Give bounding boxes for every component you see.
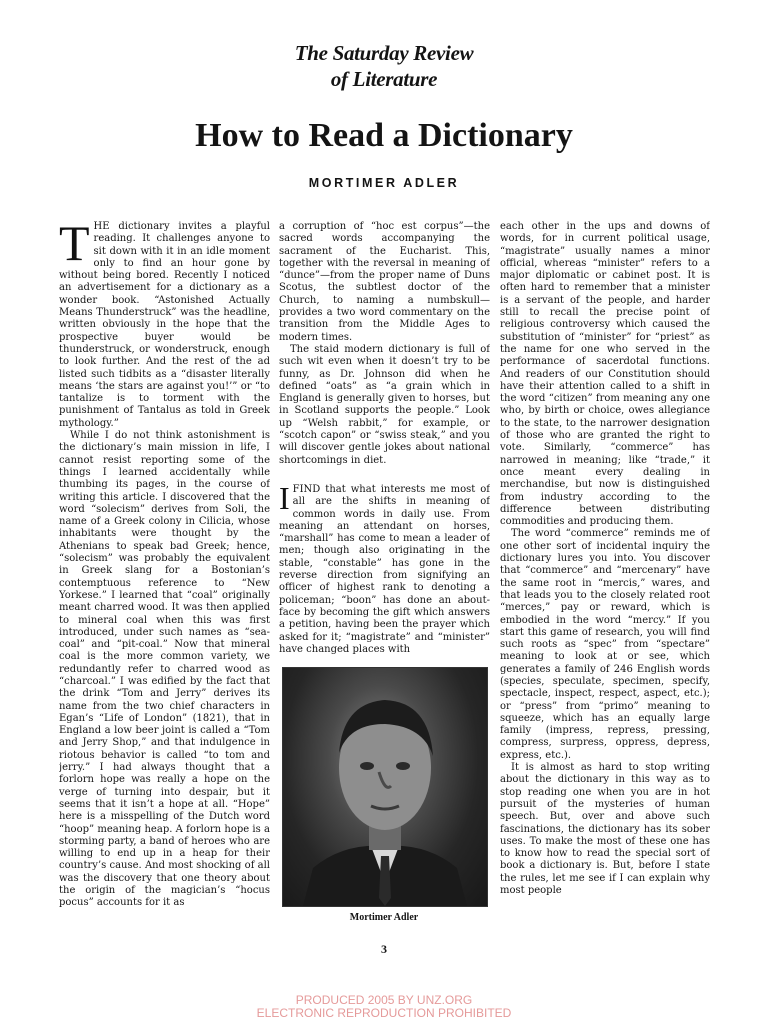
paragraph [279,479,490,656]
article-author: MORTIMER ADLER [308,176,460,190]
column-1 [59,221,270,921]
article-title: How to Read a Dictionary [195,117,573,154]
paragraph-text: HE dictionary invites a playful reading. It challenges anyone to sit down with it in an idle moment only to find an hour gone by without being bored. Recently I noticed an advertisement for a dictionary as a wonder book. “Astonished Actually Means Thunderstruck” was the headline, written obviously in the hope that the prospective buyer would be thunderstruck, or wonderstruck, enough to look further. And the rest of the ad listed such tidbits as a “disaster literally means ‘the stars are against you!’” or “to tantalize is to torment with the punishment of Tantalus as told in Greek mythology.” [59,221,270,429]
column-3 [500,221,710,933]
column-2 [279,221,490,683]
paragraph: each other in the ups and downs of words, for in current political usage, “magistrate” usually names a minor official, whereas “minister” refers to a major diplomatic or cabinet post. It is often hard to remember that a minister is a servant of the people, and harder still to recall the precise point of religious controversy which caused the substitution of “minister” for “priest” as the name for one who served in the performance of sacerdotal functions. And readers of our Constitution should have their attention called to a shift in the word “citizen” from meaning any one who, by birth or choice, owes allegiance to the state, to the narrower designation of those who are granted the right to vote. Similarly, “commerce” has narrowed in meaning; like “trade,” it once meant every dealing in merchandise, but now is distinguished from industry according to the difference between distributing commodities and producing them. [500,221,710,528]
paragraph: The word “commerce” reminds me of one other sort of incidental inquiry the dictionary lures you into. You discover that “commerce” and “mercenary” have the same root in “mercis,” wares, and that leads you to the closely related root “merces,” pay or reward, which is embodied in the word “mercy.” If you start this game of research, you will find such roots as “spec” from “spectare” meaning to look at or see, which generates a family of 246 English words (species, speculate, specimen, specify, spectacle, inspect, respect, aspect, etc.); or “press” from “primo” meaning to squeeze, which has an equally large family (impress, repress, pressing, compress, surpress, oppress, depress, express, etc.). [500,528,710,761]
photo-caption: Mortimer Adler [349,912,419,923]
notice-line-2: ELECTRONIC REPRODUCTION PROHIBITED [256,1006,512,1020]
paragraph-text: FIND that what interests me most of all are the shifts in meaning of common words in daily use. From meaning an attendant on horses, “marshall” has come to mean a leader of men; though also originating in the stable, “constable” has gone in the reverse direction from signifying an officer of highest rank to denoting a policeman; “boon” has done an about-face by becoming the gift which answers a petition, having been the prayer which asked for it; “magistrate” and “minister” have changed places with [279,483,490,655]
notice-line-1: PRODUCED 2005 BY UNZ.ORG [295,993,473,1007]
page-number: 3 [381,942,387,956]
masthead [0,40,768,92]
masthead-line-2: of Literature [330,67,438,91]
paragraph: It is almost as hard to stop writing about the dictionary in this way as to stop reading one when you are in hot pursuit of the mysteries of human speech. But, over and above such fascinations, the dictionary has its sober uses. To make the most of these one has to know how to read the special sort of book a dictionary is. But, before I state the rules, let me see if I can explain why most people [500,762,710,897]
drop-cap: I [279,479,290,516]
drop-cap: T [59,221,90,271]
paragraph: While I do not think astonishment is the dictionary’s main mission in life, I cannot resist reporting some of the things I learned accidentally while thumbing its pages, in the course of writing this article. I discovered that the word “solecism” derives from Soli, the name of a Greek colony in Cilicia, whose inhabitants were thought by the Athenians to speak bad Greek; hence, “solecism” was probably the equivalent in Greek slang for a Bostonian’s contemptuous reference to “New Yorkese.” I learned that “coal” originally meant charred wood. It was then applied to mineral coal when this was first introduced, under such names as “sea-coal” and “pit-coal.” Now that mineral coal is the more common variety, we redundantly refer to charred wood as “charcoal.” I was edified by the fact that the drink “Tom and Jerry” derives its name from the two chief characters in Egan’s “Life of London” (1821), that in England a low beer joint is called a “Tom and Jerry Shop,” and that indulgence in riotous behavior is called “to tom and jerry.” I had always thought that a forlorn hope was really a hope on the verge of turning into despair, but it seems that it isn’t a hope at all. “Hope” here is a misspelling of the Dutch word “hoop” meaning heap. A forlorn hope is a storming party, a band of heroes who are willing to end up in a heap for their country’s cause. And most shocking of all was the discovery that one theory about the origin of the magician’s “hocus pocus” accounts for it as [59,430,270,909]
paragraph [59,221,270,430]
reproduction-notice [0,994,768,1020]
paragraph: a corruption of “hoc est corpus”—the sacred words accompanying the sacrament of the Eucharist. This, together with the reversal in meaning of “dunce”—from the proper name of Duns Scotus, the subtlest doctor of the Church, to naming a numbskull—provides a two word commentary on the transition from the Middle Ages to modern times. [279,221,490,343]
portrait-illustration [283,668,487,906]
author-portrait [282,667,488,907]
masthead-line-1: The Saturday Review [294,41,474,65]
paragraph: The staid modern dictionary is full of such wit even when it doesn’t try to be funny, as Dr. Johnson did when he defined “oats” as “a grain which in England is generally given to horses, but in Scotland supports the people.” Look up “Welsh rabbit,” for example, or “scotch capon” or “swiss steak,” and you will discover gentle jokes about national shortcomings in diet. [279,343,490,466]
